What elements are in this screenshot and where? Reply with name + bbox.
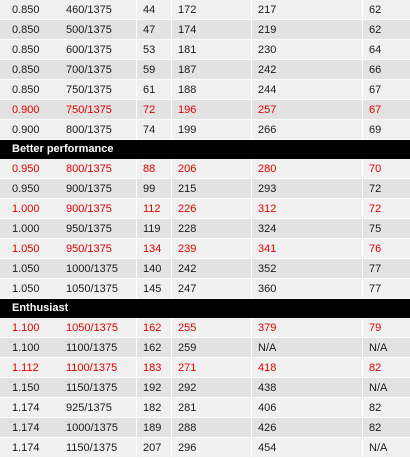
table-row bbox=[0, 120, 410, 140]
table-cell: 196 bbox=[171, 100, 251, 120]
table-cell: 162 bbox=[136, 338, 171, 358]
table-cell: 62 bbox=[362, 0, 410, 20]
table-cell: 77 bbox=[362, 259, 410, 279]
table-cell: 288 bbox=[171, 418, 251, 438]
table-row bbox=[0, 398, 410, 418]
table-cell: 257 bbox=[251, 100, 331, 120]
table-cell: 228 bbox=[171, 219, 251, 239]
table-cell: 379 bbox=[251, 318, 331, 338]
section-header: Better performance bbox=[0, 140, 410, 159]
table-cell: 750/1375 bbox=[66, 84, 112, 96]
table-cell: 99 bbox=[136, 179, 171, 199]
table-cell: 1050/1375 bbox=[66, 283, 118, 295]
table-cell: 53 bbox=[136, 40, 171, 60]
table-cell: 341 bbox=[251, 239, 331, 259]
table-cell: 950/1375 bbox=[66, 243, 112, 255]
table-cell: 207 bbox=[136, 438, 171, 458]
table-cell: N/A bbox=[362, 378, 410, 398]
table-cell: 239 bbox=[171, 239, 251, 259]
table-cell: 460/1375 bbox=[66, 4, 112, 16]
table-row bbox=[0, 0, 410, 20]
table-cell: 62 bbox=[362, 20, 410, 40]
table-cell: 192 bbox=[136, 378, 171, 398]
table-row bbox=[0, 438, 410, 458]
table-cell: 74 bbox=[136, 120, 171, 140]
table-row bbox=[0, 40, 410, 60]
table-cell: 242 bbox=[171, 259, 251, 279]
table-cell: 215 bbox=[171, 179, 251, 199]
table-cell: 360 bbox=[251, 279, 331, 299]
table-cell: 800/1375 bbox=[66, 124, 112, 136]
table-cell: 292 bbox=[171, 378, 251, 398]
table-cell: 255 bbox=[171, 318, 251, 338]
section-header: Enthusiast bbox=[0, 299, 410, 318]
table-cell: 1050/1375 bbox=[66, 322, 118, 334]
table-cell: 72 bbox=[362, 179, 410, 199]
table-cell: 199 bbox=[171, 120, 251, 140]
table-cell: 230 bbox=[251, 40, 331, 60]
table-cell: 242 bbox=[251, 60, 331, 80]
table-cell: 1.050 bbox=[12, 243, 40, 255]
table-cell: 44 bbox=[136, 0, 171, 20]
table-cell: 247 bbox=[171, 279, 251, 299]
table-cell: N/A bbox=[251, 338, 331, 358]
table-row bbox=[0, 378, 410, 398]
table-cell: 183 bbox=[136, 358, 171, 378]
table-cell: 67 bbox=[362, 80, 410, 100]
table-cell: 47 bbox=[136, 20, 171, 40]
table-cell: 312 bbox=[251, 199, 331, 219]
table-cell: 181 bbox=[171, 40, 251, 60]
table-cell: 293 bbox=[251, 179, 331, 199]
table-row-highlighted bbox=[0, 239, 410, 259]
table-cell: 1.100 bbox=[12, 322, 40, 334]
table-cell: 324 bbox=[251, 219, 331, 239]
table-cell: 75 bbox=[362, 219, 410, 239]
table-row bbox=[0, 259, 410, 279]
table-cell: 88 bbox=[136, 159, 171, 179]
table-cell: 219 bbox=[251, 20, 331, 40]
table-cell: 1.112 bbox=[12, 362, 39, 374]
table-cell: 61 bbox=[136, 80, 171, 100]
table-cell: 259 bbox=[171, 338, 251, 358]
table-row bbox=[0, 279, 410, 299]
table-cell: 72 bbox=[136, 100, 171, 120]
table-cell: 145 bbox=[136, 279, 171, 299]
table-cell: 1.000 bbox=[12, 223, 40, 235]
table-row-highlighted bbox=[0, 318, 410, 338]
table-cell: 352 bbox=[251, 259, 331, 279]
table-cell: 600/1375 bbox=[66, 44, 112, 56]
table-row bbox=[0, 20, 410, 40]
table-cell: 244 bbox=[251, 80, 331, 100]
table-cell: 59 bbox=[136, 60, 171, 80]
table-cell: 140 bbox=[136, 259, 171, 279]
table-cell: 0.850 bbox=[12, 4, 40, 16]
table-cell: 76 bbox=[362, 239, 410, 259]
table-cell: 206 bbox=[171, 159, 251, 179]
table-cell: 950/1375 bbox=[66, 223, 112, 235]
table-cell: 426 bbox=[251, 418, 331, 438]
table-cell: 500/1375 bbox=[66, 24, 112, 36]
table-cell: 70 bbox=[362, 159, 410, 179]
table-cell: 1.174 bbox=[12, 402, 40, 414]
table-cell: 925/1375 bbox=[66, 402, 112, 414]
table-cell: 418 bbox=[251, 358, 331, 378]
table-cell: 67 bbox=[362, 100, 410, 120]
table-row bbox=[0, 60, 410, 80]
table-cell: 82 bbox=[362, 418, 410, 438]
table-cell: 64 bbox=[362, 40, 410, 60]
table-row bbox=[0, 219, 410, 239]
table-cell: 189 bbox=[136, 418, 171, 438]
table-cell: 1.174 bbox=[12, 442, 40, 454]
table-cell: 1.050 bbox=[12, 263, 40, 275]
table-cell: 1.174 bbox=[12, 422, 40, 434]
table-cell: 134 bbox=[136, 239, 171, 259]
table-cell: 281 bbox=[171, 398, 251, 418]
table-row bbox=[0, 338, 410, 358]
table-cell: 0.850 bbox=[12, 84, 40, 96]
table-cell: N/A bbox=[362, 438, 410, 458]
table-cell: 700/1375 bbox=[66, 64, 112, 76]
table-cell: 800/1375 bbox=[66, 163, 112, 175]
table-cell: 112 bbox=[136, 199, 171, 219]
table-row bbox=[0, 418, 410, 438]
table-cell: 900/1375 bbox=[66, 203, 112, 215]
table-cell: 266 bbox=[251, 120, 331, 140]
table-cell: 82 bbox=[362, 398, 410, 418]
table-cell: 1.150 bbox=[12, 382, 40, 394]
table-row-highlighted bbox=[0, 358, 410, 378]
table-cell: 226 bbox=[171, 199, 251, 219]
table-cell: 296 bbox=[171, 438, 251, 458]
table-cell: 1000/1375 bbox=[66, 422, 118, 434]
table-cell: 0.900 bbox=[12, 104, 40, 116]
table-cell: 1.050 bbox=[12, 283, 40, 295]
table-row bbox=[0, 80, 410, 100]
table-row-highlighted bbox=[0, 199, 410, 219]
table-cell: 1.000 bbox=[12, 203, 40, 215]
table-cell: 271 bbox=[171, 358, 251, 378]
table-cell: 0.950 bbox=[12, 183, 40, 195]
table-cell: 79 bbox=[362, 318, 410, 338]
table-cell: 82 bbox=[362, 358, 410, 378]
table-cell: 172 bbox=[171, 0, 251, 20]
table-cell: 280 bbox=[251, 159, 331, 179]
table-cell: 0.900 bbox=[12, 124, 40, 136]
table-cell: 69 bbox=[362, 120, 410, 140]
table-cell: 66 bbox=[362, 60, 410, 80]
table-cell: 1150/1375 bbox=[66, 382, 118, 394]
table-cell: 77 bbox=[362, 279, 410, 299]
table-cell: 187 bbox=[171, 60, 251, 80]
table-cell: 1100/1375 bbox=[66, 362, 118, 374]
table-row-highlighted bbox=[0, 100, 410, 120]
table-cell: 188 bbox=[171, 80, 251, 100]
table-cell: 1.100 bbox=[12, 342, 40, 354]
table-cell: 0.850 bbox=[12, 64, 40, 76]
table-cell: 174 bbox=[171, 20, 251, 40]
table-cell: 750/1375 bbox=[66, 104, 112, 116]
table-cell: 1100/1375 bbox=[66, 342, 118, 354]
table-cell: 1000/1375 bbox=[66, 263, 118, 275]
table-cell: 900/1375 bbox=[66, 183, 112, 195]
table-cell: 217 bbox=[251, 0, 331, 20]
table-cell: 162 bbox=[136, 318, 171, 338]
table-cell: 0.850 bbox=[12, 24, 40, 36]
table-row bbox=[0, 179, 410, 199]
table-cell: 72 bbox=[362, 199, 410, 219]
table-cell: 1150/1375 bbox=[66, 442, 118, 454]
table-cell: 182 bbox=[136, 398, 171, 418]
table-cell: 0.950 bbox=[12, 163, 40, 175]
table-cell: 438 bbox=[251, 378, 331, 398]
table-cell: 454 bbox=[251, 438, 331, 458]
table-cell: 406 bbox=[251, 398, 331, 418]
table-cell: 0.850 bbox=[12, 44, 40, 56]
table-cell: N/A bbox=[362, 338, 410, 358]
table-cell: 119 bbox=[136, 219, 171, 239]
table-row-highlighted bbox=[0, 159, 410, 179]
